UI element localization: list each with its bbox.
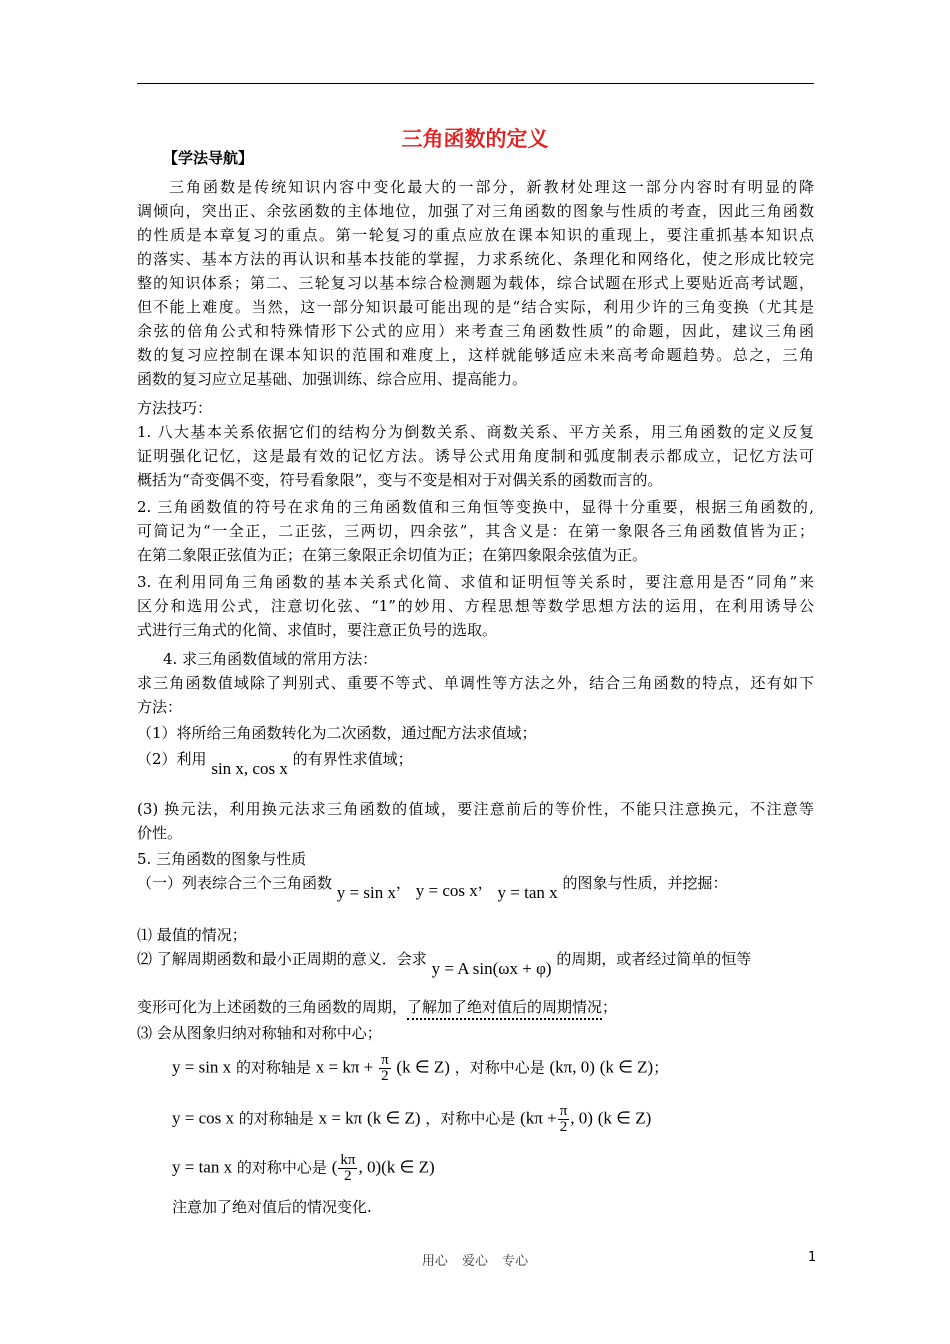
formula-center: (kπ, 0) — [549, 1057, 595, 1077]
label-center: 的对称中心是 — [236, 1158, 327, 1177]
point-2-cont-end: ； — [602, 998, 618, 1016]
formula-axis: x = kπ + — [315, 1057, 374, 1077]
section-5-heading: 5. 三角函数的图象与性质 — [137, 850, 307, 868]
tip-1-line: 概括为“奇变偶不变，符号看象限”，变与不变是相对于对偶关系的函数而言的。 — [137, 471, 663, 489]
formula-cos: y = cos x — [415, 881, 478, 900]
formula-sin: y = sin x — [172, 1057, 232, 1077]
method-3-line: (3) 换元法，利用换元法求三角函数的值域，要注意前后的等价性，不能只注意换元，不注意等 — [137, 800, 814, 818]
intro-line: 但不能上难度。当然，这一部分知识最可能出现的是“结合实际，利用少许的三角变换（尤其是 — [137, 298, 814, 316]
formula-tan: y = tan x — [172, 1157, 233, 1177]
formula-tan: y = tan x — [497, 883, 558, 902]
section-header: 【学法导航】 — [163, 149, 254, 167]
point-1: ⑴ 最值的情况； — [137, 926, 247, 944]
methods-label: 方法技巧： — [137, 399, 213, 417]
formula-axis: x = kπ — [318, 1108, 363, 1128]
intro-line: 的落实、基本方法的再认识和基本技能的掌握，力求系统化、条理化和网络化，使之形成比较完 — [137, 250, 814, 268]
intro-line: 函数的复习应立足基础、加强训练、综合应用、提高能力。 — [137, 370, 528, 388]
intro-line: 三角函数是传统知识内容中变化最大的一部分，新教材处理这一部分内容时有明显的降 — [169, 178, 814, 196]
symmetry-cos: y = cos x 的对称轴是 x = kπ (k ∈ Z) ，对称中心是 (kπ + $\frac{\pi}{2}$ , 0) (k ∈ Z) — [172, 1103, 652, 1135]
fraction-pi-2: $\frac{\pi}{2}$ — [559, 1103, 568, 1135]
intro-line: 数的复习应控制在课本知识的范围和难度上，这样就能够适应未来高考命题趋势。总之，三角 — [137, 346, 814, 364]
condition: (k ∈ Z) — [367, 1108, 421, 1128]
page-title: 三角函数的定义 — [401, 127, 549, 151]
method-1: （1）将所给三角函数转化为二次函数，通过配方法求值域； — [137, 724, 537, 742]
condition: (k ∈ Z) — [599, 1057, 654, 1077]
section-5a-text: 的图象与性质，并挖掘： — [562, 874, 728, 892]
point-2 — [137, 948, 814, 988]
symmetry-sin: y = sin x 的对称轴是 x = kπ + $\frac{\pi}{2}$ (k ∈ Z) ，对称中心是 (kπ, 0) (k ∈ Z)； — [172, 1052, 669, 1084]
method-2-label: （2）利用 — [137, 750, 207, 768]
section-5a-label: （一）列表综合三个三角函数 — [137, 874, 333, 892]
intro-line: 整的知识体系；第二、三轮复习以基本综合检测题为载体，综合试题在形式上要贴近高考试题， — [137, 274, 814, 292]
tip-3-line: 区分和选用公式，注意切化弦、“1”的妙用、方程思想等数学思想方法的运用，在利用诱导公 — [137, 597, 814, 615]
label-center: ，对称中心是 — [425, 1109, 516, 1128]
tip-4-heading: 4. 求三角函数值域的常用方法： — [163, 650, 378, 668]
condition: (k ∈ Z) — [597, 1108, 652, 1128]
page-footer: 用心 爱心 专心 — [421, 1254, 529, 1269]
point-2-cont-text: 变形可化为上述函数的三角函数的周期， — [137, 998, 408, 1016]
tip-4-line: 方法： — [137, 698, 183, 716]
symmetry-tan: y = tan x 的对称中心是 ( $\frac{k\pi}{2}$ , 0)(k ∈ Z) — [172, 1152, 435, 1184]
tip-1-line: 1. 八大基本关系依据它们的结构分为倒数关系、商数关系、平方关系，用三角函数的定义反复 — [137, 423, 814, 441]
fraction-kpi-2: $\frac{k\pi}{2}$ — [340, 1152, 356, 1184]
intro-line: 调倾向，突出正、余弦函数的主体地位，加强了对三角函数的图象与性质的考查，因此三角函数 — [137, 202, 814, 220]
section-5a: （一）列表综合三个三角函数 y = sin x， y = cos x， y = tan x 的图象与性质，并挖掘： — [137, 874, 728, 902]
label-axis: 的对称轴是 — [238, 1109, 314, 1128]
tip-3-line: 3. 在利用同角三角函数的基本关系式化简、求值和证明恒等关系时，要注意用是否“同角”来 — [137, 573, 814, 591]
emphasized-text: 了解加了绝对值后的周期情况 — [407, 998, 602, 1020]
formula-center: (kπ + — [520, 1108, 557, 1128]
point-2-continued — [137, 996, 814, 1018]
tip-2-line: 2. 三角函数值的符号在求角的三角函数值和三角恒等变换中，显得十分重要，根据三角函数的, — [137, 498, 814, 516]
note: 注意加了绝对值后的情况变化. — [172, 1198, 372, 1216]
point-2-text: 的周期，或者经过简单的恒等 — [556, 950, 752, 968]
method-2-text: 的有界性求值域； — [292, 750, 413, 768]
tip-3-line: 式进行三角式的化简、求值时，要注意正负号的选取。 — [137, 621, 498, 639]
tip-2-line: 在第二象限正弦值为正；在第三象限正余切值为正；在第四象限余弦值为正。 — [137, 546, 648, 564]
label-center: ，对称中心是 — [454, 1058, 545, 1077]
point-2-label: ⑵ 了解周期函数和最小正周期的意义．会求 — [137, 950, 427, 968]
formula-center: , 0)(k ∈ Z) — [358, 1157, 435, 1177]
tip-1-line: 证明强化记忆，这是最有效的记忆方法。诱导公式用角度制和弧度制表示都成立，记忆方法可 — [137, 447, 814, 465]
point-3: ⑶ 会从图象归纳对称轴和对称中心； — [137, 1024, 382, 1042]
method-2 — [137, 748, 814, 788]
method-2-formula: sin x, cos x — [211, 759, 288, 778]
intro-line: 余弦的倍角公式和特殊情形下公式的应用）来考查三角函数性质”的命题，因此，建议三角函 — [137, 322, 814, 340]
header-rule — [137, 83, 814, 84]
label-axis: 的对称轴是 — [235, 1058, 311, 1077]
method-3-line: 价性。 — [137, 824, 183, 842]
page-number: 1 — [808, 1250, 817, 1265]
fraction-pi-2: $\frac{\pi}{2}$ — [381, 1052, 389, 1084]
intro-line: 的性质是本章复习的重点。第一轮复习的重点应放在课本知识的重现上，要注重抓基本知识点 — [137, 226, 814, 244]
formula-sin: y = sin x — [336, 883, 396, 902]
formula-asin: y = A sin(ωx + φ) — [431, 959, 552, 978]
tip-4-line: 求三角函数值域除了判别式、重要不等式、单调性等方法之外，结合三角函数的特点，还有如下 — [137, 674, 814, 692]
condition: (k ∈ Z) — [396, 1057, 450, 1077]
tip-2-line: 可简记为“一全正，二正弦，三两切，四余弦”，其含义是：在第一象限各三角函数值皆为正； — [137, 522, 814, 540]
formula-cos: y = cos x — [172, 1108, 234, 1128]
